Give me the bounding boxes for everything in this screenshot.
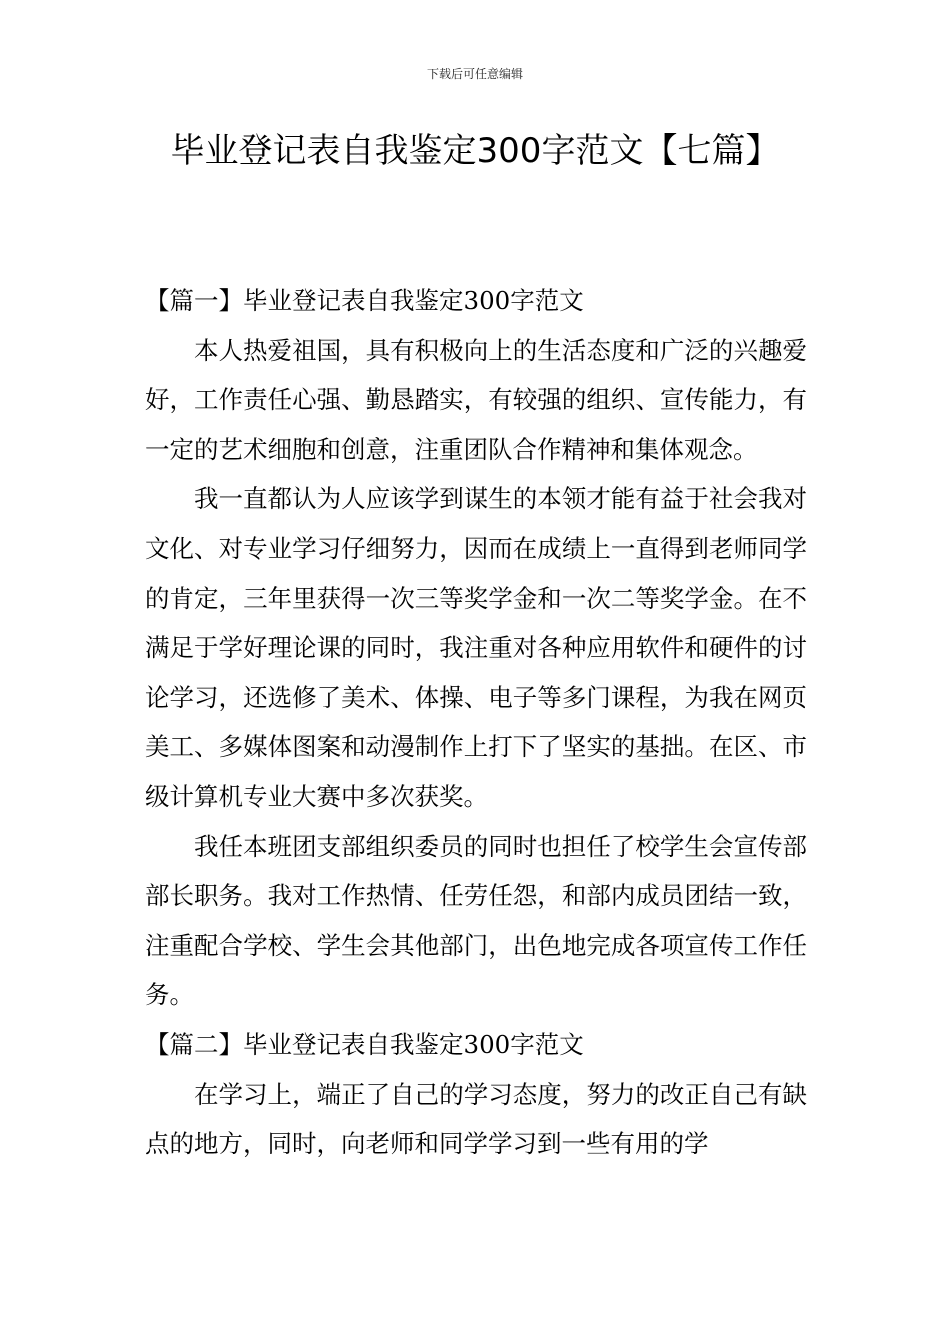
- paragraph: 我一直都认为人应该学到谋生的本领才能有益于社会我对文化、对专业学习仔细努力，因而在成绩上一直得到老师同学的肯定，三年里获得一次三等奖学金和一次二等奖学金。在不满足于学好理论课的同时，我注重对各种应用软件和硬件的讨论学习，还选修了美术、体操、电子等多门课程，为我在网页美工、多媒体图案和动漫制作上打下了坚实的基拙。在区、市级计算机专业大赛中多次获奖。: [145, 484, 807, 811]
- section-1: [145, 276, 807, 1020]
- section-heading: 【篇一】毕业登记表自我鉴定300字范文: [145, 286, 584, 315]
- document-title: 毕业登记表自我鉴定300字范文【七篇】: [170, 131, 780, 171]
- section-heading: 【篇二】毕业登记表自我鉴定300字范文: [145, 1029, 584, 1059]
- paragraph: 我任本班团支部组织委员的同时也担任了校学生会宣传部部长职务。我对工作热情、任劳任怨，和部内成员团结一致，注重配合学校、学生会其他部门，出色地完成各项宣传工作任务。: [145, 831, 807, 1010]
- paragraph: 在学习上，端正了自己的学习态度，努力的改正自己有缺点的地方，同时，向老师和同学学习到一些有用的学: [145, 1079, 807, 1159]
- section-2: [145, 1020, 807, 1169]
- document-body: [145, 276, 807, 1169]
- paragraph: 本人热爱祖国，具有积极向上的生活态度和广泛的兴趣爱好，工作责任心强、勤恳踏实，有较强的组织、宣传能力，有一定的艺术细胞和创意，注重团队合作精神和集体观念。: [145, 335, 807, 464]
- header-note: 下载后可任意编辑: [426, 67, 523, 81]
